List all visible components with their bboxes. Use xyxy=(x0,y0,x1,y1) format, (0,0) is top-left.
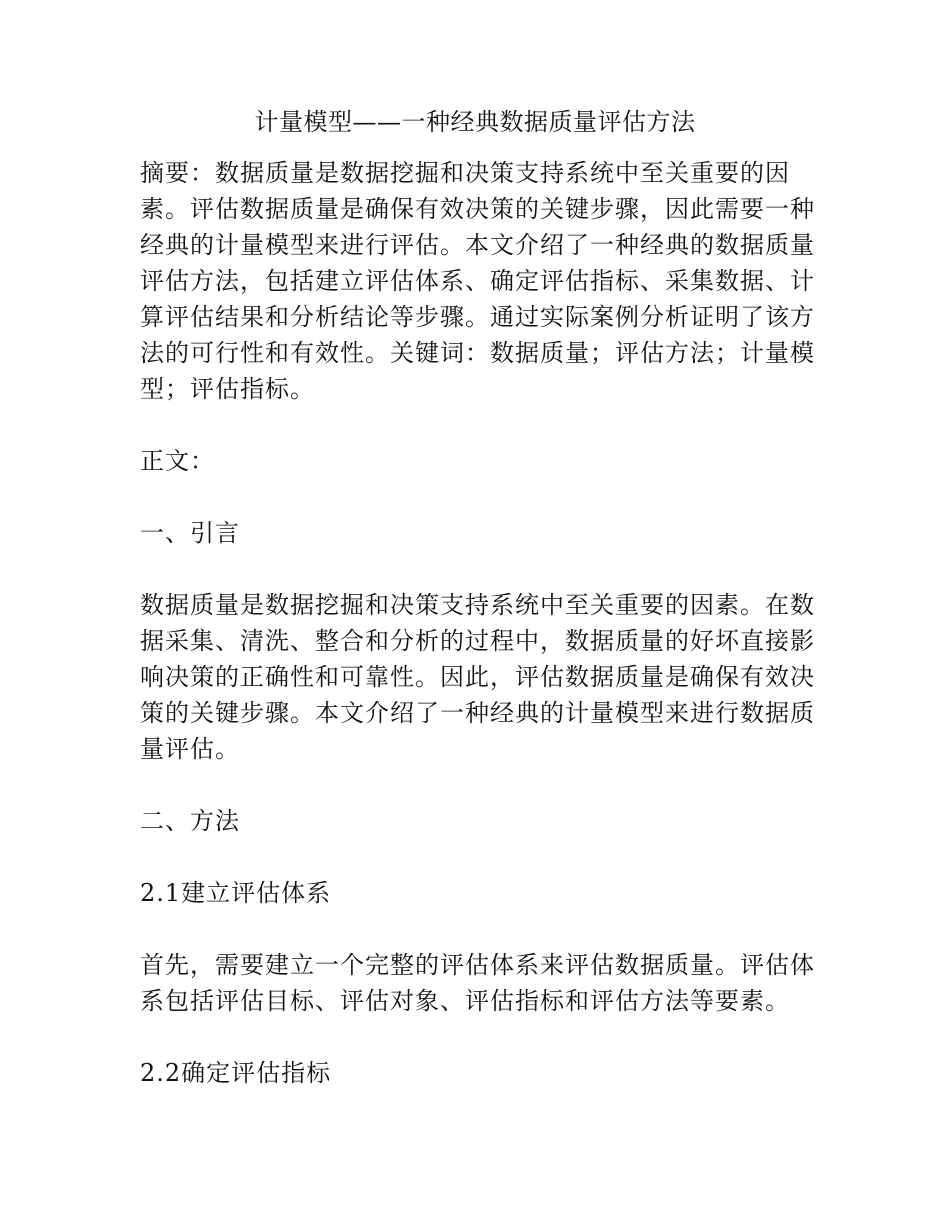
document-title: 计量模型——一种经典数据质量评估方法 xyxy=(254,108,696,136)
section-heading-introduction: 一、引言 xyxy=(140,519,240,547)
abstract-paragraph: 摘要：数据质量是数据挖掘和决策支持系统中至关重要的因素。评估数据质量是确保有效决策的关键步骤，因此需要一种经典的计量模型来进行评估。本文介绍了一种经典的数据质量评估方法，包括建立评估体系、确定评估指标、采集数据、计算评估结果和分析结论等步骤。通过实际案例分析证明了该方法的可行性和有效性。关键词：数据质量；评估方法；计量模型；评估指标。 xyxy=(140,159,815,403)
subsection-heading-indicators: 2.2确定评估指标 xyxy=(140,1059,332,1087)
section-heading-method: 二、方法 xyxy=(140,807,240,835)
build-system-paragraph: 首先，需要建立一个完整的评估体系来评估数据质量。评估体系包括评估目标、评估对象、评估指标和评估方法等要素。 xyxy=(140,951,815,1015)
body-label: 正文： xyxy=(140,447,215,475)
document-content xyxy=(140,155,830,1127)
introduction-paragraph: 数据质量是数据挖掘和决策支持系统中至关重要的因素。在数据采集、清洗、整合和分析的过程中，数据质量的好坏直接影响决策的正确性和可靠性。因此，评估数据质量是确保有效决策的关键步骤。本文介绍了一种经典的计量模型来进行数据质量评估。 xyxy=(140,591,815,763)
subsection-heading-build-system: 2.1建立评估体系 xyxy=(140,879,332,907)
